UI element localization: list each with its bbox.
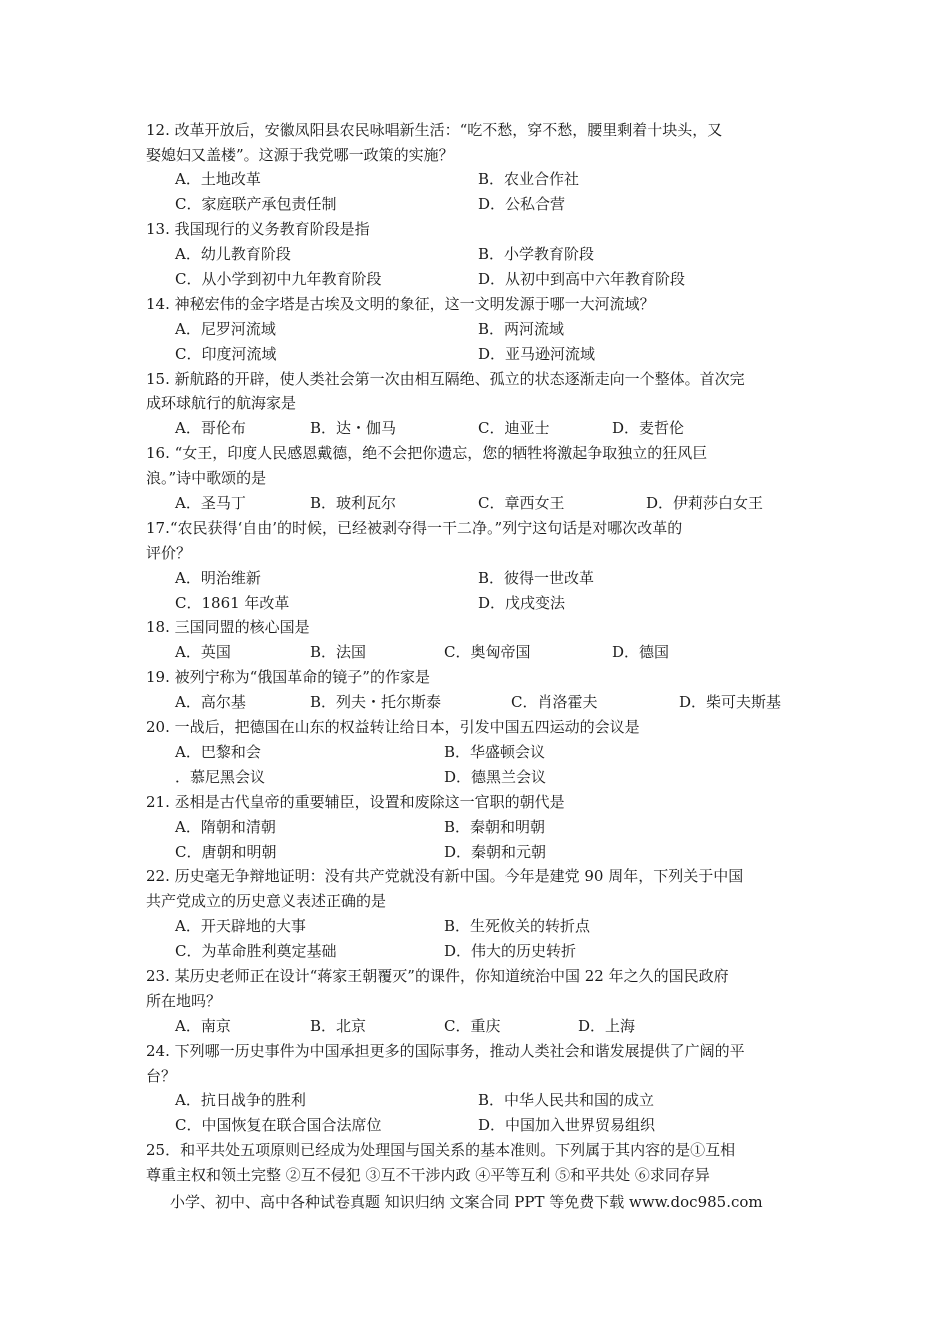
question-23-option-a: A．南京 — [175, 1017, 231, 1035]
question-15-line-2: 成环球航行的航海家是 — [146, 394, 297, 412]
question-21-line-1: 21. 丞相是古代皇帝的重要辅臣，设置和废除这一官职的朝代是 — [146, 793, 565, 811]
question-16-option-a: A．圣马丁 — [175, 494, 246, 512]
question-13-line-1: 13. 我国现行的义务教育阶段是指 — [146, 220, 370, 238]
question-24-option-d: D．中国加入世界贸易组织 — [478, 1116, 656, 1134]
question-13-option-c: C．从小学到初中九年教育阶段 — [175, 270, 382, 288]
question-13-option-a: A．幼儿教育阶段 — [175, 245, 291, 263]
question-14-option-a: A．尼罗河流域 — [175, 320, 276, 338]
question-16-option-c: C．章西女王 — [478, 494, 565, 512]
question-20-option-c: ．慕尼黑会议 — [175, 768, 266, 786]
question-14-option-d: D．亚马逊河流域 — [478, 345, 596, 363]
question-24-option-a: A．抗日战争的胜利 — [175, 1091, 306, 1109]
question-25-line-2: 尊重主权和领土完整 ②互不侵犯 ③互不干涉内政 ④平等互利 ⑤和平共处 ⑥求同存异 — [146, 1166, 710, 1184]
question-17-option-c: C．1861 年改革 — [175, 594, 290, 612]
question-12-option-c: C．家庭联产承包责任制 — [175, 195, 337, 213]
question-23-option-c: C．重庆 — [444, 1017, 501, 1035]
question-18-option-b: B．法国 — [310, 643, 367, 661]
question-24-option-b: B．中华人民共和国的成立 — [478, 1091, 655, 1109]
question-19-line-1: 19. 被列宁称为“俄国革命的镜子”的作家是 — [146, 668, 430, 686]
question-18-option-a: A．英国 — [175, 643, 231, 661]
question-17-option-b: B．彼得一世改革 — [478, 569, 595, 587]
question-18-line-1: 18. 三国同盟的核心国是 — [146, 618, 310, 636]
question-16-line-2: 浪。”诗中歌颂的是 — [146, 469, 267, 487]
question-24-line-1: 24. 下列哪一历史事件为中国承担更多的国际事务，推动人类社会和谐发展提供了广阔的平 — [146, 1042, 745, 1060]
question-12-line-2: 娶媳妇又盖楼”。这源于我党哪一政策的实施？ — [146, 146, 454, 164]
question-19-option-d: D．柴可夫斯基 — [679, 693, 782, 711]
question-23-line-2: 所在地吗？ — [146, 992, 222, 1010]
question-19-option-c: C．肖洛霍夫 — [511, 693, 598, 711]
question-17-line-2: 评价？ — [146, 544, 192, 562]
question-12-option-d: D．公私合营 — [478, 195, 566, 213]
question-15-option-b: B．达・伽马 — [310, 419, 397, 437]
question-18-option-c: C．奥匈帝国 — [444, 643, 531, 661]
question-17-line-1: 17.“农民获得‘自由’的时候，已经被剥夺得一干二净。”列宁这句话是对哪次改革的 — [146, 519, 683, 537]
question-16-option-b: B．玻利瓦尔 — [310, 494, 397, 512]
question-16-option-d: D．伊莉莎白女王 — [646, 494, 764, 512]
question-19-option-a: A．高尔基 — [175, 693, 246, 711]
question-21-option-d: D．秦朝和元朝 — [444, 843, 547, 861]
question-22-option-c: C．为革命胜利奠定基础 — [175, 942, 337, 960]
question-12-option-a: A．土地改革 — [175, 170, 261, 188]
question-23-option-b: B．北京 — [310, 1017, 367, 1035]
question-20-option-b: B．华盛顿会议 — [444, 743, 546, 761]
question-22-option-a: A．开天辟地的大事 — [175, 917, 306, 935]
question-13-option-d: D．从初中到高中六年教育阶段 — [478, 270, 686, 288]
question-24-option-c: C．中国恢复在联合国合法席位 — [175, 1116, 382, 1134]
question-18-option-d: D．德国 — [612, 643, 670, 661]
question-22-line-2: 共产党成立的历史意义表述正确的是 — [146, 892, 387, 910]
question-23-line-1: 23. 某历史老师正在设计“蒋家王朝覆灭”的课件，你知道统治中国 22 年之久的国民政府 — [146, 967, 729, 985]
question-20-line-1: 20. 一战后，把德国在山东的权益转让给日本，引发中国五四运动的会议是 — [146, 718, 640, 736]
question-13-option-b: B．小学教育阶段 — [478, 245, 595, 263]
question-14-option-b: B．两河流域 — [478, 320, 565, 338]
question-14-line-1: 14. 神秘宏伟的金字塔是古埃及文明的象征，这一文明发源于哪一大河流域？ — [146, 295, 655, 313]
question-21-option-c: C．唐朝和明朝 — [175, 843, 277, 861]
question-19-option-b: B．列夫・托尔斯泰 — [310, 693, 442, 711]
question-12-option-b: B．农业合作社 — [478, 170, 580, 188]
question-22-option-b: B．生死攸关的转折点 — [444, 917, 591, 935]
footer-download-note: 小学、初中、高中各种试卷真题 知识归纳 文案合同 PPT 等免费下载 www.doc985.com — [170, 1193, 763, 1211]
question-22-option-d: D．伟大的历史转折 — [444, 942, 577, 960]
question-15-line-1: 15. 新航路的开辟，使人类社会第一次由相互隔绝、孤立的状态逐渐走向一个整体。首次完 — [146, 370, 745, 388]
question-23-option-d: D．上海 — [578, 1017, 636, 1035]
question-17-option-a: A．明治维新 — [175, 569, 261, 587]
question-16-line-1: 16. “女王，印度人民感恩戴德，绝不会把你遗忘，您的牺牲将激起争取独立的狂风巨 — [146, 444, 708, 462]
question-20-option-d: D．德黑兰会议 — [444, 768, 547, 786]
question-25-line-1: 25．和平共处五项原则已经成为处理国与国关系的基本准则。下列属于其内容的是①互相 — [146, 1141, 736, 1159]
question-14-option-c: C．印度河流域 — [175, 345, 277, 363]
question-21-option-a: A．隋朝和清朝 — [175, 818, 276, 836]
question-17-option-d: D．戊戌变法 — [478, 594, 566, 612]
question-12-line-1: 12. 改革开放后，安徽凤阳县农民咏唱新生活：“吃不愁，穿不愁，腰里剩着十块头，又 — [146, 121, 723, 139]
question-21-option-b: B．秦朝和明朝 — [444, 818, 546, 836]
question-20-option-a: A．巴黎和会 — [175, 743, 261, 761]
question-24-line-2: 台？ — [146, 1067, 177, 1085]
question-15-option-a: A．哥伦布 — [175, 419, 246, 437]
question-15-option-c: C．迪亚士 — [478, 419, 550, 437]
question-22-line-1: 22. 历史毫无争辩地证明：没有共产党就没有新中国。今年是建党 90 周年，下列关于中国 — [146, 867, 744, 885]
question-15-option-d: D．麦哲伦 — [612, 419, 685, 437]
